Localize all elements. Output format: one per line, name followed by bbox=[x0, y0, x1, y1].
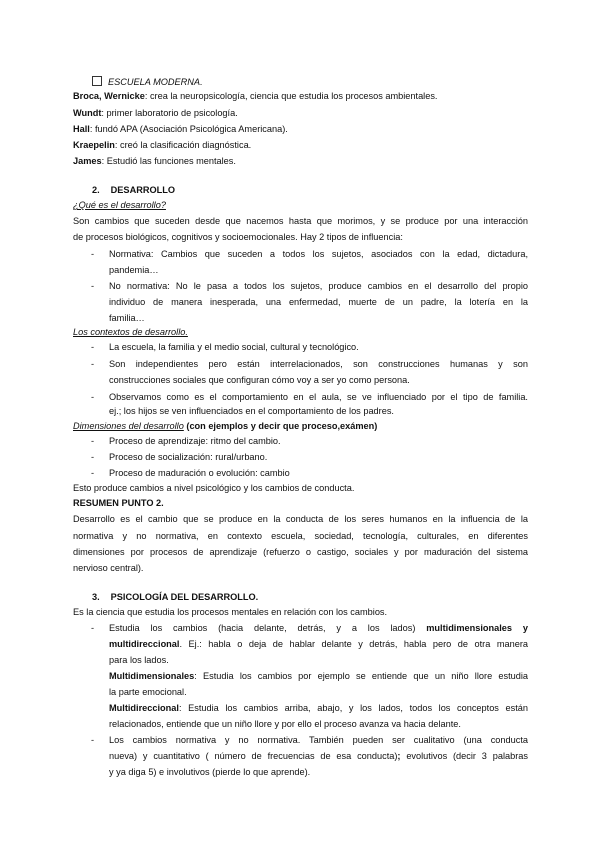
author-desc: : creó la clasificación diagnóstica. bbox=[114, 140, 252, 150]
bullet-dash: - bbox=[91, 468, 95, 478]
paragraph-line: Esto produce cambios a nivel psicológico y los cambios de conducta. bbox=[73, 483, 355, 493]
bullet-text: familia… bbox=[109, 313, 145, 323]
paragraph-line: Desarrollo es el cambio que se produce en la conducta de los seres humanos en la influencia de la bbox=[73, 514, 528, 524]
bullet-text: Los cambios normativa y no normativa. También pueden ser cualitativo (una conducta bbox=[109, 735, 528, 745]
question-heading: ¿Qué es el desarrollo? bbox=[73, 200, 166, 210]
bullet-text: Multidireccional: Estudia los cambios arriba, abajo, y los lados, todos los conceptos están bbox=[109, 703, 528, 713]
bullet-dash: - bbox=[91, 436, 95, 446]
bullet-text: y ya diga 5) e involutivos (pierde lo que aprende). bbox=[109, 767, 311, 777]
bullet-text: para los lados. bbox=[109, 655, 169, 665]
paragraph-line: dimensiones por procesos de aprendizaje (refuerzo o castigo, sociales y por maduración del sistema bbox=[73, 547, 528, 557]
paragraph-line: Es la ciencia que estudia los procesos mentales en relación con los cambios. bbox=[73, 607, 388, 617]
bullet-text: Estudia los cambios (hacia delante, detrás, y a los lados) multidimensionales y bbox=[109, 623, 528, 633]
bullet-dash: - bbox=[91, 623, 95, 633]
bullet-dash: - bbox=[91, 735, 95, 745]
author-name: James bbox=[73, 156, 102, 166]
summary-title: RESUMEN PUNTO 2. bbox=[73, 498, 164, 508]
section-heading-psicologia bbox=[92, 591, 258, 603]
bullet-text: Proceso de socialización: rural/urbano. bbox=[109, 452, 268, 462]
paragraph-line: normativa y no normativa, en contexto escuela, sociedad, tecnología, culturales, en diferentes bbox=[73, 531, 528, 541]
bullet-text: multidireccional. Ej.: habla o deja de hablar delante y detrás, habla pero de otra manera bbox=[109, 639, 528, 649]
bullet-text: la parte emocional. bbox=[109, 687, 187, 697]
bullet-text: pandemia… bbox=[109, 265, 159, 275]
author-desc: : primer laboratorio de psicología. bbox=[101, 108, 238, 118]
author-name: Hall bbox=[73, 124, 90, 134]
bullet-text: La escuela, la familia y el medio social, cultural y tecnológico. bbox=[109, 342, 359, 352]
bullet-text: Normativa: Cambios que suceden a todos los sujetos, asociados con la edad, dictadura, bbox=[109, 249, 528, 259]
bullet-text: relacionados, entiende que un niño llore y por ello el proceso avanza va hacia delante. bbox=[109, 719, 461, 729]
subsection-note: (con ejemplos y decir que proceso,exámen) bbox=[183, 421, 378, 431]
bullet-dash: - bbox=[91, 342, 95, 352]
list-item bbox=[73, 155, 236, 167]
bullet-text: Proceso de aprendizaje: ritmo del cambio. bbox=[109, 436, 281, 446]
bullet-dash: - bbox=[91, 249, 95, 259]
escuela-moderna-heading bbox=[92, 76, 203, 88]
bullet-text: Proceso de maduración o evolución: cambio bbox=[109, 468, 290, 478]
bullet-text: No normativa: No le pasa a todos los sujetos, produce cambios en el desarrollo del propio bbox=[109, 281, 528, 291]
author-name: Broca, Wernicke bbox=[73, 91, 145, 101]
section-number: 2. bbox=[92, 185, 100, 195]
bullet-text: Son independientes pero están interrelacionados, son construcciones humanas y son bbox=[109, 359, 528, 369]
author-name: Wundt bbox=[73, 108, 102, 118]
escuela-title: ESCUELA MODERNA. bbox=[108, 77, 203, 87]
section-title: DESARROLLO bbox=[110, 185, 175, 195]
list-item bbox=[73, 123, 288, 135]
paragraph-line: nervioso central). bbox=[73, 563, 144, 573]
list-item bbox=[73, 139, 251, 151]
bullet-dash: - bbox=[91, 359, 95, 369]
paragraph-line: Son cambios que suceden desde que nacemos hasta que morimos, y se produce por una interacción bbox=[73, 216, 528, 226]
subsection-title: Los contextos de desarrollo. bbox=[73, 327, 188, 337]
checkbox-icon bbox=[92, 76, 102, 86]
section-title: PSICOLOGÍA DEL DESARROLLO. bbox=[110, 592, 259, 602]
subsection-title-dimensiones bbox=[73, 420, 377, 432]
section-number: 3. bbox=[92, 592, 100, 602]
bullet-dash: - bbox=[91, 452, 95, 462]
bullet-text: nueva) y cuantitativo ( número de frecuencias de esa conducta); evolutivos (decir 3 palabras bbox=[109, 751, 528, 761]
section-heading-desarrollo bbox=[92, 184, 175, 196]
author-name: Kraepelin bbox=[73, 140, 115, 150]
bullet-text: individuo de manera inesperada, una enfermedad, muerte de un padre, la lotería en la bbox=[109, 297, 528, 307]
list-item bbox=[73, 90, 438, 102]
author-desc: : crea la neuropsicología, ciencia que estudia los procesos ambientales. bbox=[144, 91, 438, 101]
subsection-title: Dimensiones del desarrollo bbox=[73, 421, 184, 431]
author-desc: : fundó APA (Asociación Psicológica Americana). bbox=[89, 124, 288, 134]
author-desc: : Estudió las funciones mentales. bbox=[101, 156, 236, 166]
paragraph-line: de procesos biológicos, cognitivos y socioemocionales. Hay 2 tipos de influencia: bbox=[73, 232, 403, 242]
bullet-text: ej.; los hijos se ven influenciados en el comportamiento de los padres. bbox=[109, 406, 394, 416]
bullet-text: Multidimensionales: Estudia los cambios por ejemplo se entiende que un niño llore estudia bbox=[109, 671, 528, 681]
bullet-dash: - bbox=[91, 392, 95, 402]
list-item bbox=[73, 107, 238, 119]
bullet-dash: - bbox=[91, 281, 95, 291]
bullet-text: Observamos como es el comportamiento en el aula, se ve influenciado por el tipo de familia. bbox=[109, 392, 528, 402]
bullet-text: construcciones sociales que configuran cómo voy a ser yo como persona. bbox=[109, 375, 410, 385]
